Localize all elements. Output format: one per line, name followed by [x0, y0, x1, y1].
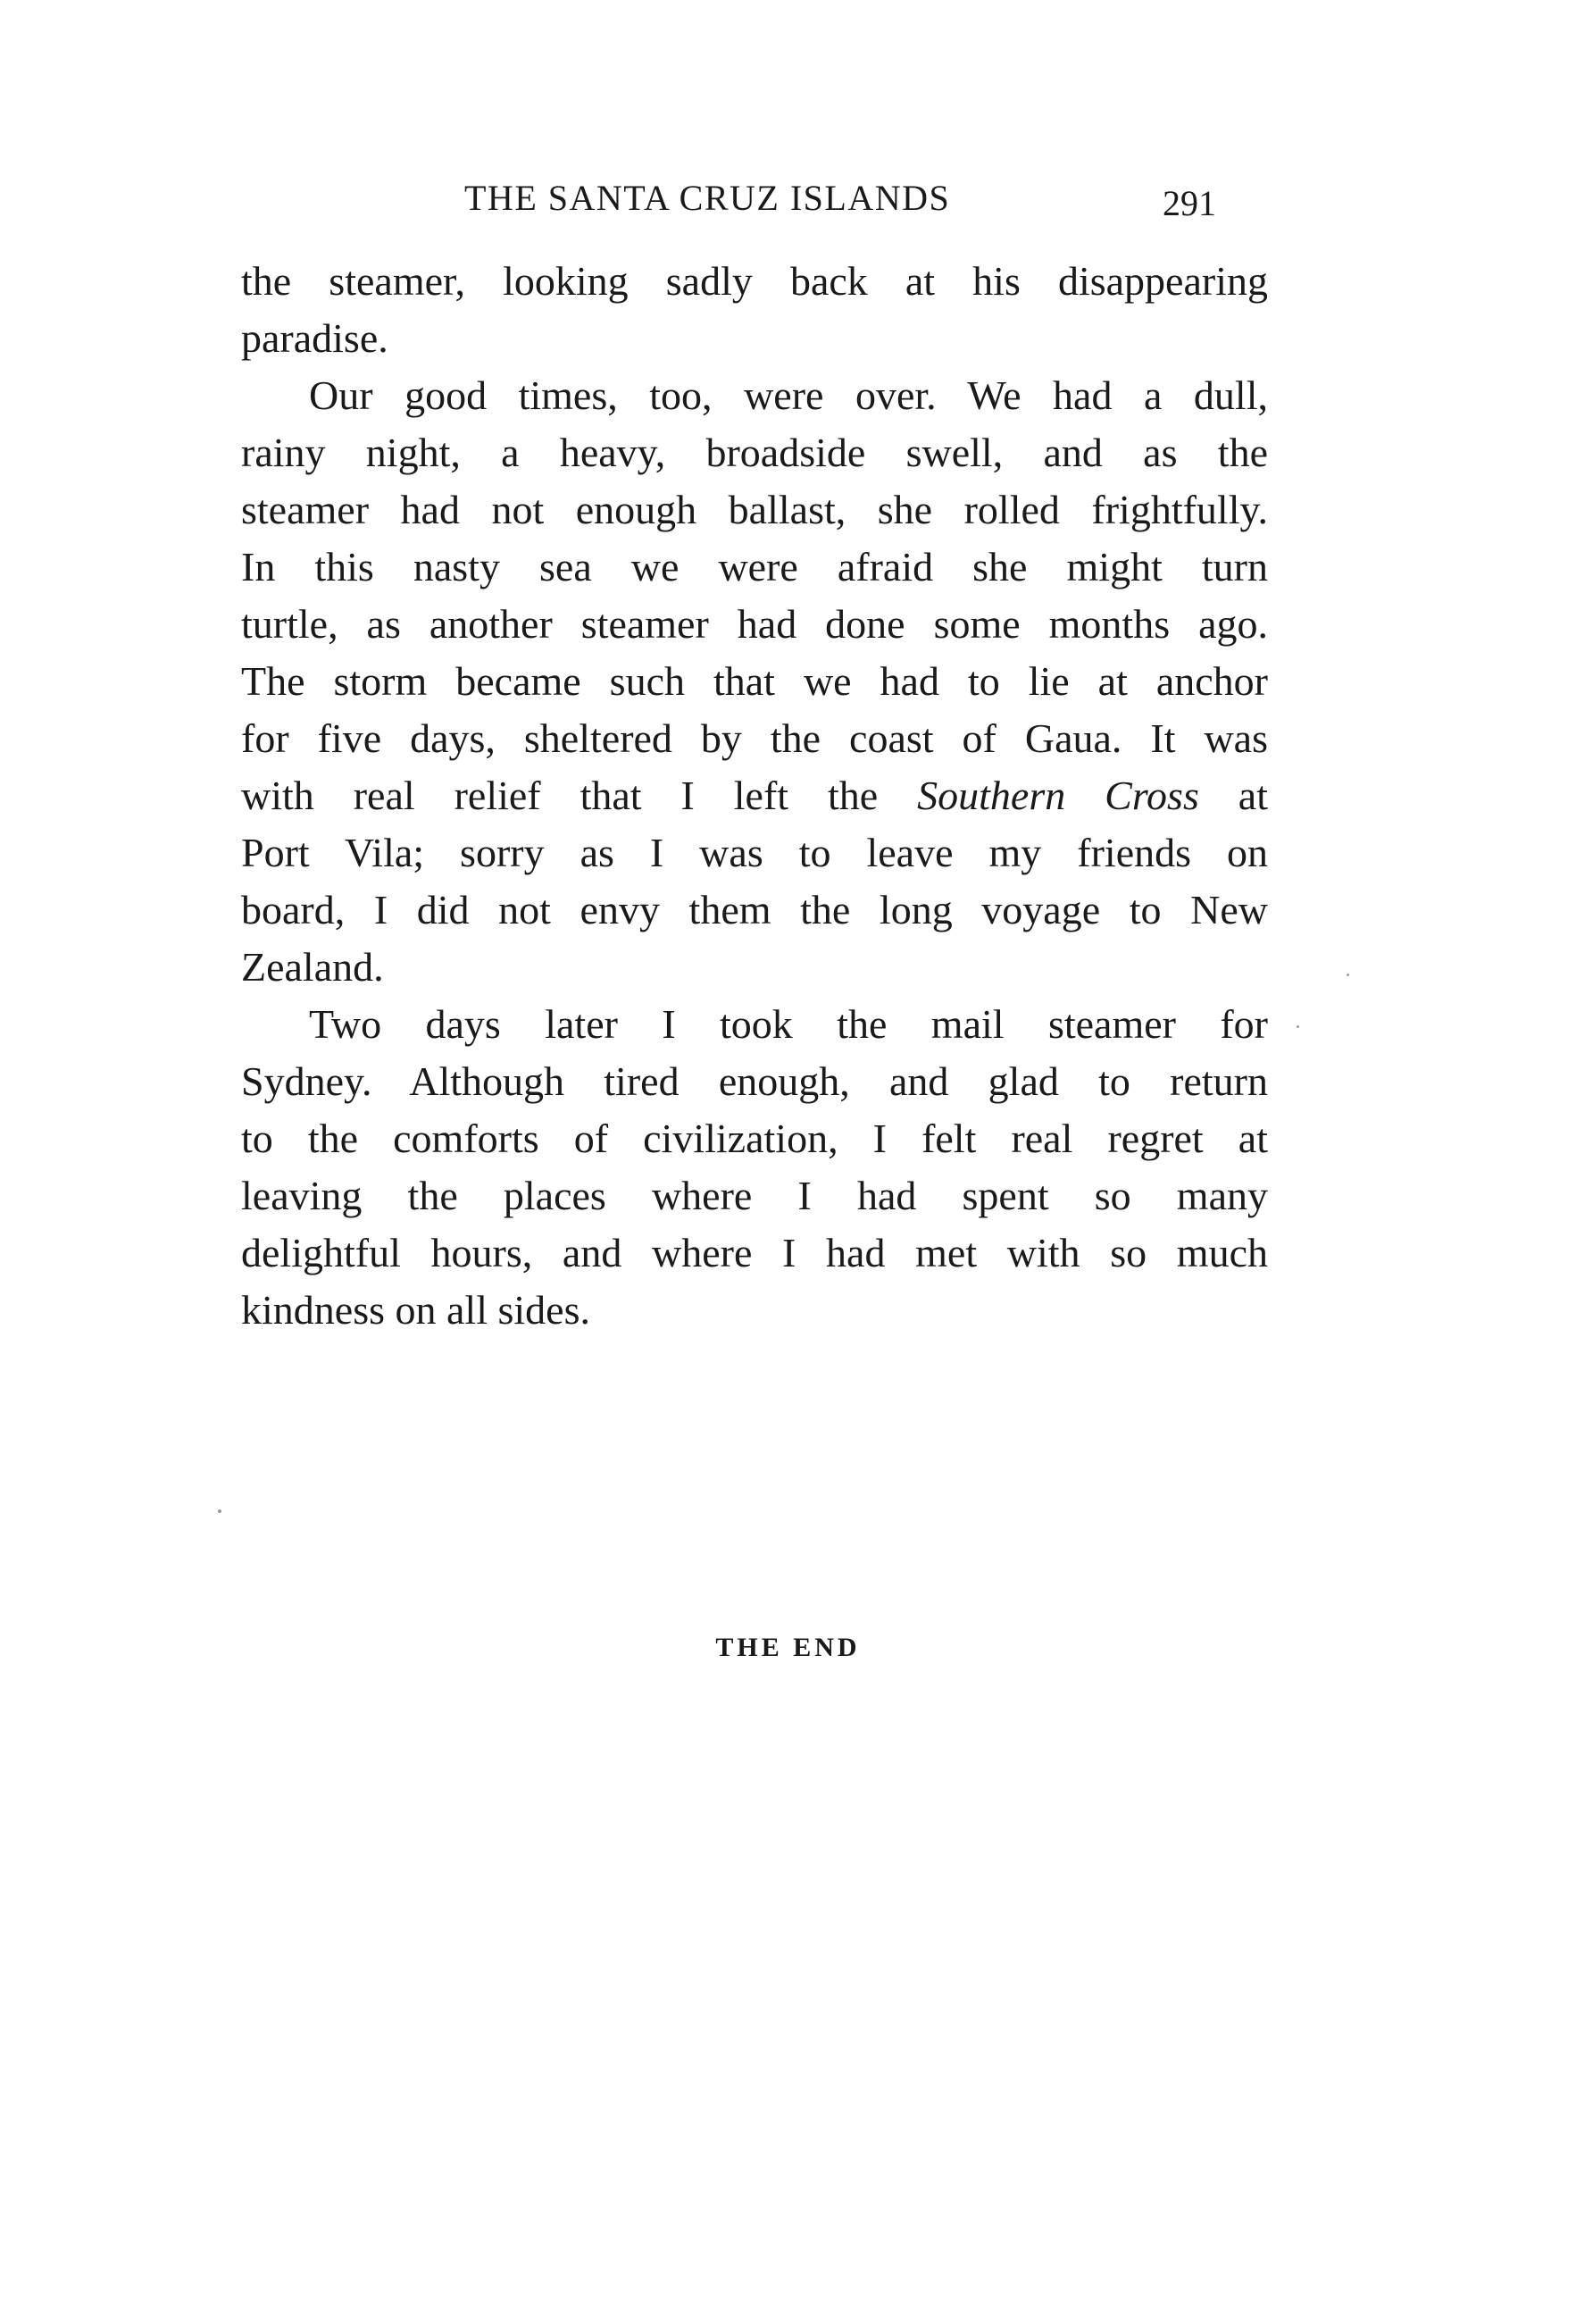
text-fragment: at	[1198, 773, 1268, 818]
text-line: paradise.	[241, 315, 388, 361]
paragraph-start-line: Our good times, too, were over. We had a dull,	[309, 372, 1268, 418]
paragraph-start-line: Two days later I took the mail steamer for	[309, 1001, 1268, 1047]
text-line: leaving the places where I had spent so many	[241, 1173, 1268, 1218]
text-line: delightful hours, and where I had met with so much	[241, 1230, 1268, 1275]
text-line-with-ship-name	[241, 767, 1268, 824]
text-line: The storm became such that we had to lie at anchor	[241, 658, 1268, 704]
text-line: Port Vila; sorry as I was to leave my friends on	[241, 830, 1268, 875]
ship-name: Southern Cross	[917, 773, 1199, 818]
body-text	[241, 253, 1268, 1339]
paper-speck	[1347, 974, 1349, 976]
running-title: THE SANTA CRUZ ISLANDS	[464, 178, 951, 218]
running-head	[241, 177, 1268, 230]
text-line: rainy night, a heavy, broadside swell, and as the	[241, 430, 1268, 475]
paper-speck	[218, 1509, 221, 1513]
text-line: turtle, as another steamer had done some months ago.	[241, 601, 1268, 647]
text-line: the steamer, looking sadly back at his disappearing	[241, 258, 1268, 304]
the-end-label: THE END	[715, 1633, 861, 1662]
paper-speck	[1297, 1025, 1299, 1028]
text-line: Zealand.	[241, 944, 384, 990]
text-line: kindness on all sides.	[241, 1287, 590, 1333]
text-line: for five days, sheltered by the coast of Gaua. It was	[241, 715, 1268, 761]
text-line: In this nasty sea we were afraid she might turn	[241, 544, 1268, 589]
text-line: steamer had not enough ballast, she rolled frightfully.	[241, 487, 1268, 532]
text-line: board, I did not envy them the long voyage to New	[241, 887, 1268, 932]
text-fragment: with real relief that I left the	[241, 773, 918, 818]
text-line: to the comforts of civilization, I felt real regret at	[241, 1116, 1268, 1161]
text-line: Sydney. Although tired enough, and glad to return	[241, 1058, 1268, 1104]
page-number: 291	[1163, 183, 1216, 223]
